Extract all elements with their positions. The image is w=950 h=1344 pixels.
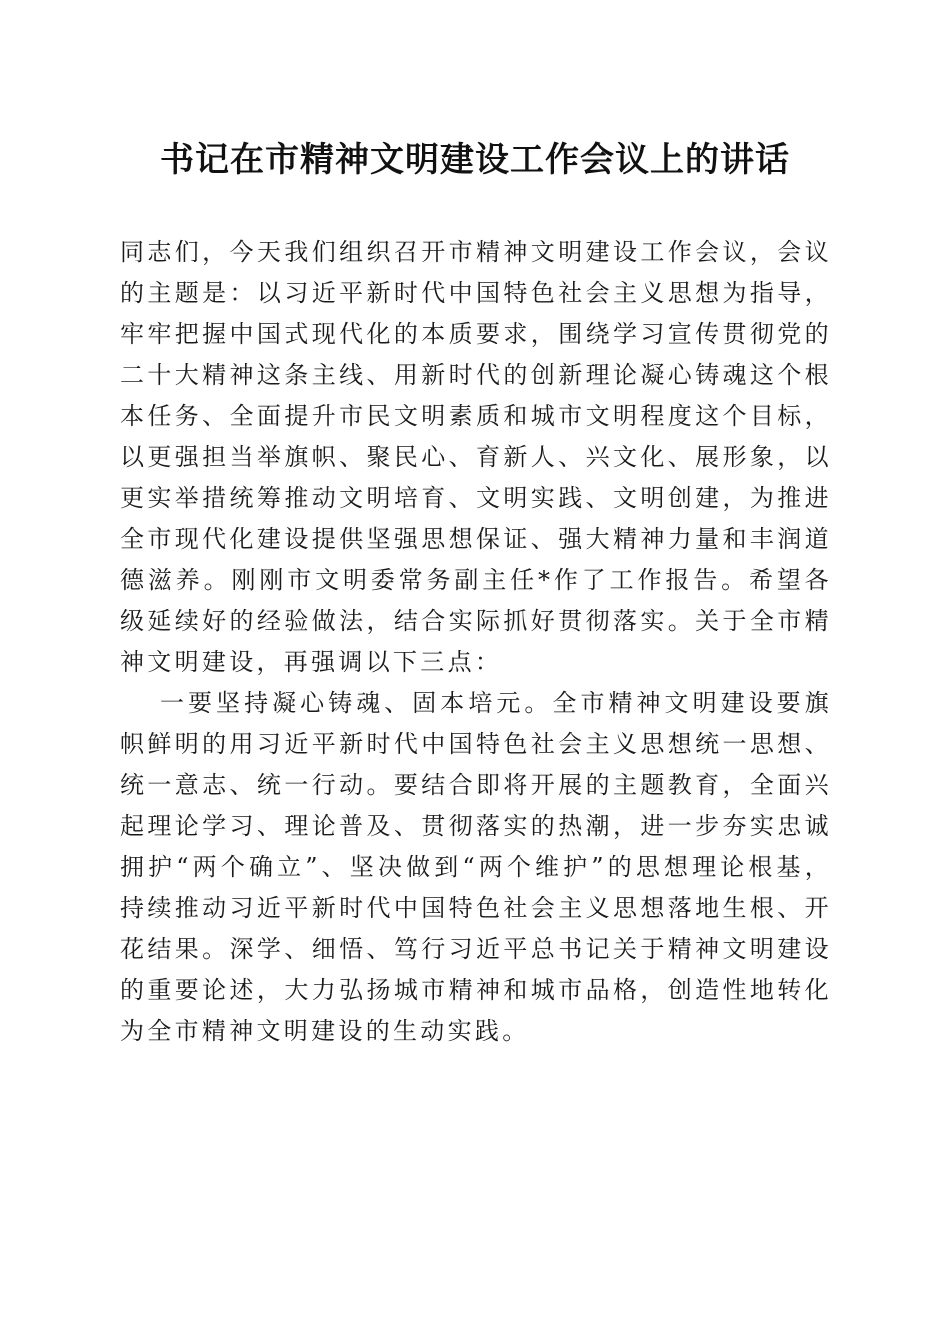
document-body bbox=[120, 232, 832, 1052]
paragraph-opening: 同志们，今天我们组织召开市精神文明建设工作会议，会议的主题是：以习近平新时代中国特色社会主义思想为指导，牢牢把握中国式现代化的本质要求，围绕学习宣传贯彻党的二十大精神这条主线、用新时代的创新理论凝心铸魂这个根本任务、全面提升市民文明素质和城市文明程度这个目标，以更强担当举旗帜、聚民心、育新人、兴文化、展形象，以更实举措统筹推动文明培育、文明实践、文明创建，为推进全市现代化建设提供坚强思想保证、强大精神力量和丰润道德滋养。刚刚市文明委常务副主任*作了工作报告。希望各级延续好的经验做法，结合实际抓好贯彻落实。关于全市精神文明建设，再强调以下三点： bbox=[120, 238, 832, 676]
paragraph-point-one: 一要坚持凝心铸魂、固本培元。全市精神文明建设要旗帜鲜明的用习近平新时代中国特色社会主义思想统一思想、统一意志、统一行动。要结合即将开展的主题教育，全面兴起理论学习、理论普及、贯彻落实的热潮，进一步夯实忠诚拥护“两个确立”、坚决做到“两个维护”的思想理论根基，持续推动习近平新时代中国特色社会主义思想落地生根、开花结果。深学、细悟、笃行习近平总书记关于精神文明建设的重要论述，大力弘扬城市精神和城市品格，创造性地转化为全市精神文明建设的生动实践。 bbox=[120, 689, 832, 1045]
document-title: 书记在市精神文明建设工作会议上的讲话 bbox=[160, 140, 790, 180]
